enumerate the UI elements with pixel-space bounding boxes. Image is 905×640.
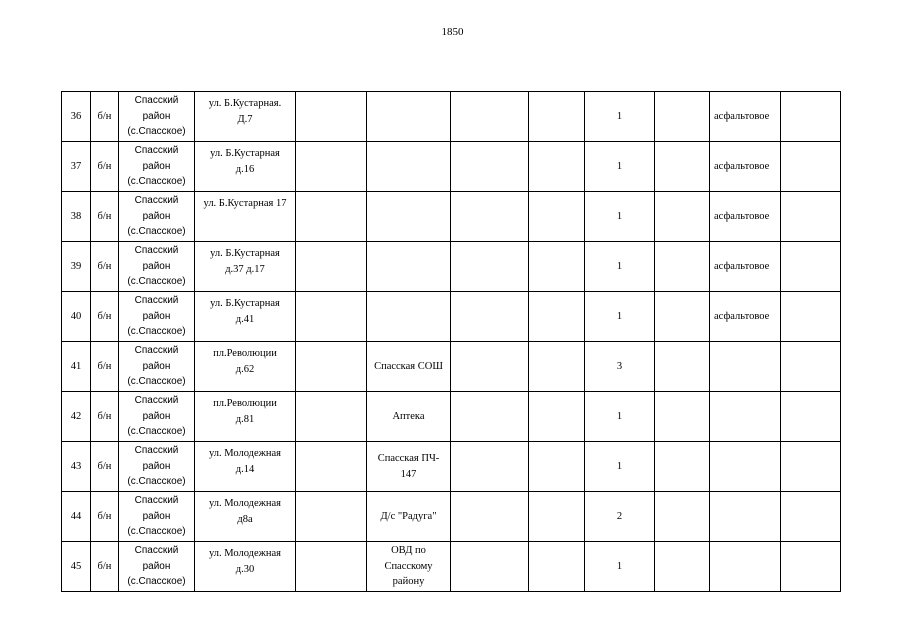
count-cell: 1 (585, 292, 655, 342)
address-line: пл.Революции (213, 348, 277, 359)
empty-cell (781, 242, 841, 292)
empty-cell (529, 342, 585, 392)
empty-cell (451, 342, 529, 392)
object-line: Спасская ПЧ- (377, 453, 440, 464)
empty-cell (296, 192, 367, 242)
object-line: Аптека (392, 410, 425, 422)
empty-cell (529, 392, 585, 442)
district-cell (119, 242, 195, 292)
empty-cell (655, 292, 710, 342)
empty-cell (296, 492, 367, 542)
coating-cell: асфальтовое (710, 92, 781, 142)
count-cell: 1 (585, 392, 655, 442)
district-cell (119, 542, 195, 592)
coating-cell (710, 542, 781, 592)
table-row (62, 342, 841, 392)
table-row (62, 492, 841, 542)
table-row (62, 192, 841, 242)
object-name-cell (367, 542, 451, 592)
bn-cell: б/н (91, 192, 119, 242)
empty-cell (451, 542, 529, 592)
empty-cell (296, 542, 367, 592)
object-name-cell (367, 92, 451, 142)
empty-cell (781, 142, 841, 192)
count-cell: 1 (585, 92, 655, 142)
bn-cell: б/н (91, 92, 119, 142)
district-line: район (142, 460, 171, 472)
address-cell (195, 292, 296, 342)
district-line: (с.Спасское) (127, 176, 186, 188)
table-row (62, 142, 841, 192)
coating-cell (710, 492, 781, 542)
empty-cell (529, 92, 585, 142)
object-name-cell (367, 492, 451, 542)
empty-cell (781, 192, 841, 242)
row-number-cell: 41 (62, 342, 91, 392)
address-cell (195, 192, 296, 242)
object-name-cell (367, 342, 451, 392)
empty-cell (529, 142, 585, 192)
coating-cell: асфальтовое (710, 292, 781, 342)
district-line: район (142, 560, 171, 572)
table-row (62, 92, 841, 142)
empty-cell (451, 142, 529, 192)
address-cell (195, 92, 296, 142)
address-line: ул. Молодежная (208, 548, 282, 559)
bn-cell: б/н (91, 242, 119, 292)
district-line: район (142, 360, 171, 372)
coating-cell (710, 442, 781, 492)
coating-cell: асфальтовое (710, 192, 781, 242)
district-cell (119, 492, 195, 542)
row-number-cell: 39 (62, 242, 91, 292)
district-line: Спасский (134, 245, 179, 257)
empty-cell (451, 192, 529, 242)
empty-cell (655, 342, 710, 392)
object-name-cell (367, 442, 451, 492)
bn-cell: б/н (91, 342, 119, 392)
row-number-cell: 42 (62, 392, 91, 442)
table-row (62, 392, 841, 442)
empty-cell (296, 92, 367, 142)
address-cell (195, 242, 296, 292)
row-number-cell: 40 (62, 292, 91, 342)
address-cell (195, 342, 296, 392)
object-line: району (392, 576, 425, 588)
district-line: (с.Спасское) (127, 226, 186, 238)
empty-cell (451, 392, 529, 442)
address-line: д.62 (235, 363, 255, 375)
address-cell (195, 442, 296, 492)
empty-cell (781, 92, 841, 142)
address-line: ул. Б.Кустарная (210, 248, 280, 259)
district-cell (119, 342, 195, 392)
coating-cell: асфальтовое (710, 142, 781, 192)
address-line: ул. Б.Кустарная (210, 148, 280, 159)
district-line: Спасский (134, 95, 179, 107)
coating-cell: асфальтовое (710, 242, 781, 292)
bn-cell: б/н (91, 442, 119, 492)
address-line: д.16 (235, 163, 255, 175)
district-line: Спасский (134, 445, 179, 457)
empty-cell (781, 492, 841, 542)
district-line: район (142, 210, 171, 222)
bn-cell: б/н (91, 392, 119, 442)
empty-cell (296, 142, 367, 192)
object-name-cell (367, 192, 451, 242)
district-cell (119, 392, 195, 442)
address-line: ул. Молодежная (208, 448, 282, 459)
object-line: ОВД по (391, 545, 426, 557)
empty-cell (781, 542, 841, 592)
district-line: Спасский (134, 345, 179, 357)
count-cell: 1 (585, 442, 655, 492)
address-line: д.14 (235, 463, 255, 475)
district-line: Спасский (134, 145, 179, 157)
bn-cell: б/н (91, 292, 119, 342)
coating-cell (710, 342, 781, 392)
address-line: ул. Б.Кустарная (210, 298, 280, 309)
district-line: Спасский (134, 545, 179, 557)
district-cell (119, 192, 195, 242)
object-name-cell (367, 142, 451, 192)
empty-cell (529, 242, 585, 292)
address-line: д.37 д.17 (225, 263, 265, 275)
object-name-cell (367, 242, 451, 292)
district-line: район (142, 510, 171, 522)
empty-cell (655, 442, 710, 492)
object-name-cell (367, 392, 451, 442)
table-row (62, 292, 841, 342)
empty-cell (451, 292, 529, 342)
empty-cell (296, 292, 367, 342)
district-line: Спасский (134, 295, 179, 307)
object-line: 147 (400, 468, 417, 480)
address-cell (195, 142, 296, 192)
district-line: Спасский (134, 495, 179, 507)
empty-cell (655, 242, 710, 292)
row-number-cell: 36 (62, 92, 91, 142)
object-line: Спасская СОШ (374, 360, 443, 372)
district-line: Спасский (134, 395, 179, 407)
district-line: район (142, 160, 171, 172)
address-line: ул. Молодежная (208, 498, 282, 509)
empty-cell (451, 242, 529, 292)
district-cell (119, 142, 195, 192)
bn-cell: б/н (91, 542, 119, 592)
count-cell: 1 (585, 542, 655, 592)
empty-cell (296, 392, 367, 442)
address-cell (195, 492, 296, 542)
empty-cell (529, 442, 585, 492)
empty-cell (451, 92, 529, 142)
table-row (62, 242, 841, 292)
empty-cell (529, 492, 585, 542)
count-cell: 3 (585, 342, 655, 392)
empty-cell (655, 142, 710, 192)
district-line: (с.Спасское) (127, 576, 186, 588)
district-cell (119, 292, 195, 342)
table-row (62, 542, 841, 592)
empty-cell (296, 242, 367, 292)
bn-cell: б/н (91, 142, 119, 192)
count-cell: 1 (585, 242, 655, 292)
district-line: Спасский (134, 195, 179, 207)
address-cell (195, 542, 296, 592)
district-line: район (142, 110, 171, 122)
empty-cell (529, 192, 585, 242)
empty-cell (781, 442, 841, 492)
district-line: (с.Спасское) (127, 276, 186, 288)
object-line: Д/с "Радуга" (380, 510, 437, 522)
empty-cell (655, 542, 710, 592)
district-cell (119, 92, 195, 142)
count-cell: 1 (585, 142, 655, 192)
page-number: 1850 (441, 26, 464, 38)
address-cell (195, 392, 296, 442)
empty-cell (529, 292, 585, 342)
row-number-cell: 45 (62, 542, 91, 592)
registry-table (61, 91, 841, 592)
district-line: (с.Спасское) (127, 526, 186, 538)
address-line: пл.Революции (213, 398, 277, 409)
district-line: (с.Спасское) (127, 426, 186, 438)
empty-cell (655, 192, 710, 242)
district-line: район (142, 310, 171, 322)
district-line: район (142, 410, 171, 422)
address-line: ул. Б.Кустарная. (208, 98, 282, 109)
empty-cell (655, 92, 710, 142)
address-line: д8а (237, 513, 253, 525)
empty-cell (451, 442, 529, 492)
empty-cell (781, 392, 841, 442)
address-line: д.41 (235, 313, 255, 325)
address-line: д.30 (235, 563, 255, 575)
row-number-cell: 43 (62, 442, 91, 492)
district-cell (119, 442, 195, 492)
row-number-cell: 44 (62, 492, 91, 542)
row-number-cell: 37 (62, 142, 91, 192)
district-line: (с.Спасское) (127, 126, 186, 138)
address-line: Д.7 (237, 113, 253, 125)
object-line: Спасскому (384, 560, 433, 572)
district-line: район (142, 260, 171, 272)
empty-cell (296, 442, 367, 492)
district-line: (с.Спасское) (127, 476, 186, 488)
row-number-cell: 38 (62, 192, 91, 242)
empty-cell (781, 292, 841, 342)
bn-cell: б/н (91, 492, 119, 542)
empty-cell (296, 342, 367, 392)
address-line: д.81 (235, 413, 255, 425)
empty-cell (781, 342, 841, 392)
object-name-cell (367, 292, 451, 342)
coating-cell (710, 392, 781, 442)
empty-cell (655, 492, 710, 542)
empty-cell (655, 392, 710, 442)
district-line: (с.Спасское) (127, 326, 186, 338)
district-line: (с.Спасское) (127, 376, 186, 388)
empty-cell (529, 542, 585, 592)
count-cell: 2 (585, 492, 655, 542)
count-cell: 1 (585, 192, 655, 242)
address-line: ул. Б.Кустарная 17 (203, 198, 287, 209)
empty-cell (451, 492, 529, 542)
table-row (62, 442, 841, 492)
